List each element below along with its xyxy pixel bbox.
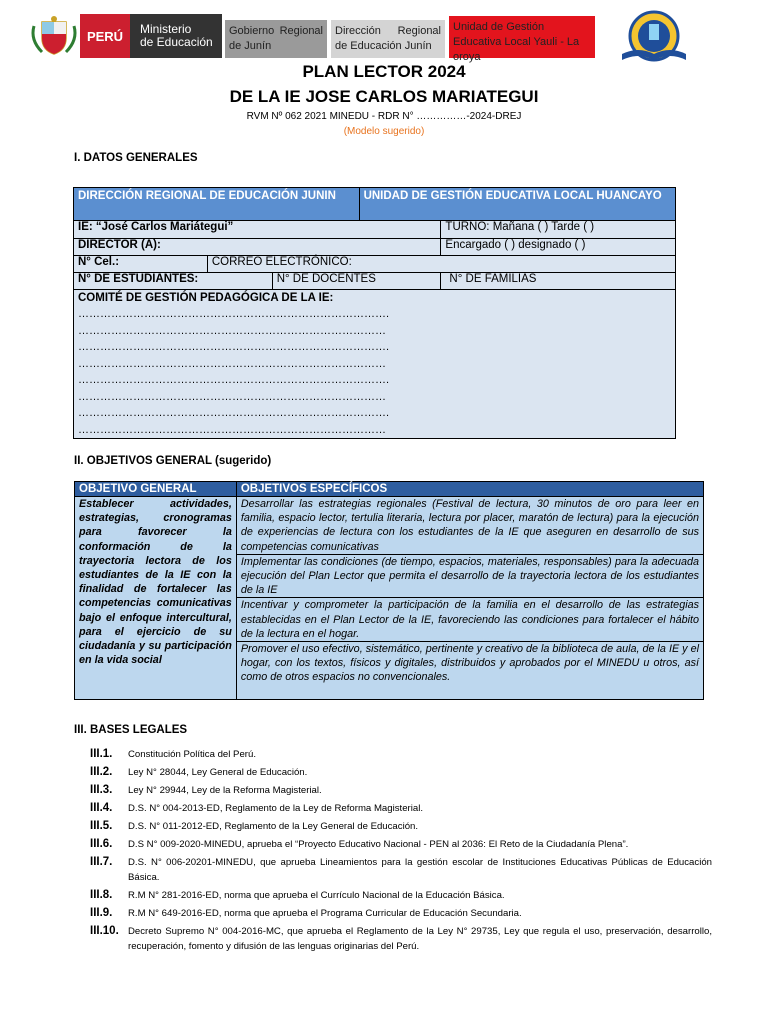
dotted-line: ………………………………………………………………………… bbox=[78, 324, 386, 337]
list-item: III.10. Decreto Supremo N° 004-2016-MC, que aprueba el Reglamento de la Ley N° 29735, Ley que regula el uso, preservación, desarrollo, recuperación, fomento y difusión de las lenguas originarias del Perú. bbox=[90, 925, 712, 952]
list-item: III.1. Constitución Política del Perú. bbox=[90, 748, 256, 760]
section-heading-bases: III. BASES LEGALES bbox=[74, 724, 188, 736]
header-objetivos-especificos: OBJETIVOS ESPECÍFICOS bbox=[236, 482, 703, 497]
section-heading-objetivos: II. OBJETIVOS GENERAL (sugerido) bbox=[74, 455, 272, 467]
objetivos-table bbox=[74, 481, 704, 700]
rvm-reference: RVM Nº 062 2021 MINEDU - RDR N° ……………-2024-DREJ bbox=[246, 111, 522, 122]
director-field: DIRECTOR (A): bbox=[74, 239, 441, 256]
dotted-line: ………………………………………………………………………… bbox=[78, 423, 386, 436]
objetivo-especifico: Implementar las condiciones (de tiempo, espacios, materiales, responsables) para la adecuada ejecución del Plan Lector que permita el desarrollo de la trayectoria lectora de los estudiantes de la IE bbox=[236, 554, 703, 598]
page-title: PLAN LECTOR 2024 bbox=[302, 62, 466, 81]
dotted-line: …………………………………………………………………………. bbox=[78, 374, 390, 386]
list-item: III.5. D.S. N° 011-2012-ED, Reglamento de la Ley General de Educación. bbox=[90, 820, 419, 832]
comite-cell bbox=[74, 290, 676, 439]
datos-generales-table bbox=[73, 187, 676, 439]
objetivo-especifico: Desarrollar las estrategias regionales (Festival de lectura, 30 minutos de oro para leer en familia, espacio lector, tertulia literaria, lectura por placer, maratón de lectura) para la ejecución de experiencias de lectura con los estudiantes de la IE que aseguren en desarrollo de sus competencias comunicativas bbox=[236, 497, 703, 555]
header-dre: DIRECCIÓN REGIONAL DE EDUCACIÓN JUNIN bbox=[74, 188, 360, 221]
bases-legales-list bbox=[90, 747, 712, 957]
objetivo-general-text: Establecer actividades, estrategias, cronogramas para favorecer la conformación de la trayectoria lectora de los estudiantes de la IE con la finalidad de fortalecer las competencias comunicativas bajo el enfoque intercultural, para el ejercicio de su ciudadanía y su participación en la vida social bbox=[75, 497, 237, 700]
dotted-line: …………………………………………………………………………. bbox=[78, 341, 390, 353]
peru-logo: PERÚ bbox=[80, 14, 130, 58]
docentes-field: N° DE DOCENTES bbox=[272, 273, 441, 290]
list-item: III.2. Ley N° 28044, Ley General de Educación. bbox=[90, 766, 308, 778]
list-item: III.9. R.M N° 649-2016-ED, norma que aprueba el Programa Curricular de Educación Secundaria. bbox=[90, 907, 522, 919]
peru-shield-icon bbox=[28, 14, 80, 58]
encargado-field: Encargado ( ) designado ( ) bbox=[441, 239, 676, 256]
list-item: III.4. D.S. N° 004-2013-ED, Reglamento de la Ley de Reforma Magisterial. bbox=[90, 802, 423, 814]
familias-field: N° DE FAMILIAS bbox=[441, 273, 676, 290]
turno-field: TURNO: Mañana ( ) Tarde ( ) bbox=[441, 221, 676, 239]
correo-field: CORREO ELECTRÓNICO: bbox=[207, 256, 675, 273]
dotted-line: ………………………………………………………………………… bbox=[78, 390, 386, 403]
list-item: III.3. Ley N° 29944, Ley de la Reforma Magisterial. bbox=[90, 784, 322, 796]
estudiantes-field: N° DE ESTUDIANTES: bbox=[74, 273, 273, 290]
gobierno-regional-box: Gobierno Regional de Junín bbox=[225, 20, 327, 58]
direccion-regional-box: Dirección Regional de Educación Junín bbox=[331, 20, 445, 58]
ministerio-logo: Ministerio de Educación bbox=[130, 14, 222, 58]
dotted-line: …………………………………………………………………………. bbox=[78, 407, 390, 419]
comite-label: COMITÉ DE GESTIÓN PEDAGÓGICA DE LA IE: bbox=[78, 292, 334, 304]
list-item: III.7. D.S. N° 006-20201-MINEDU, que aprueba Lineamientos para la gestión escolar de Instituciones Educativas Públicas de Educación Básica. bbox=[90, 856, 712, 883]
objetivo-especifico: Promover el uso efectivo, sistemático, pertinente y creativo de la biblioteca de aula, de la IE y el hogar, con los textos, físicos y digitales, distribuidos y aprobados por el MINEDU u otros, así como de otros espacios no convencionales. bbox=[236, 642, 703, 700]
ugel-box: Unidad de Gestión Educativa Local Yauli - La oroya bbox=[449, 16, 595, 58]
ie-field: IE: “José Carlos Mariátegui” bbox=[74, 221, 441, 239]
list-item: III.8. R.M N° 281-2016-ED, norma que aprueba el Currículo Nacional de la Educación Básica. bbox=[90, 889, 505, 901]
objetivo-especifico: Incentivar y comprometer la participación de la familia en el desarrollo de las estrategias establecidas en el Plan Lector de la IE, favoreciendo las condiciones para fortalecer el hábito de la lectura en el hogar. bbox=[236, 598, 703, 642]
cel-field: N° Cel.: bbox=[74, 256, 208, 273]
modelo-note: (Modelo sugerido) bbox=[343, 126, 425, 137]
dotted-line: …………………………………………………………………………. bbox=[78, 308, 390, 320]
page-subtitle: DE LA IE JOSE CARLOS MARIATEGUI bbox=[229, 87, 539, 106]
header-ugel: UNIDAD DE GESTIÓN EDUCATIVA LOCAL HUANCAYO bbox=[359, 188, 675, 221]
school-logo-icon bbox=[618, 10, 690, 66]
list-item: III.6. D.S N° 009-2020-MINEDU, aprueba el “Proyecto Educativo Nacional - PEN al 2036: El Reto de la Ciudadanía Plena”. bbox=[90, 838, 629, 850]
section-heading-datos: I. DATOS GENERALES bbox=[74, 152, 198, 164]
header-objetivo-general: OBJETIVO GENERAL bbox=[75, 482, 237, 497]
dotted-line: ………………………………………………………………………… bbox=[78, 357, 386, 370]
